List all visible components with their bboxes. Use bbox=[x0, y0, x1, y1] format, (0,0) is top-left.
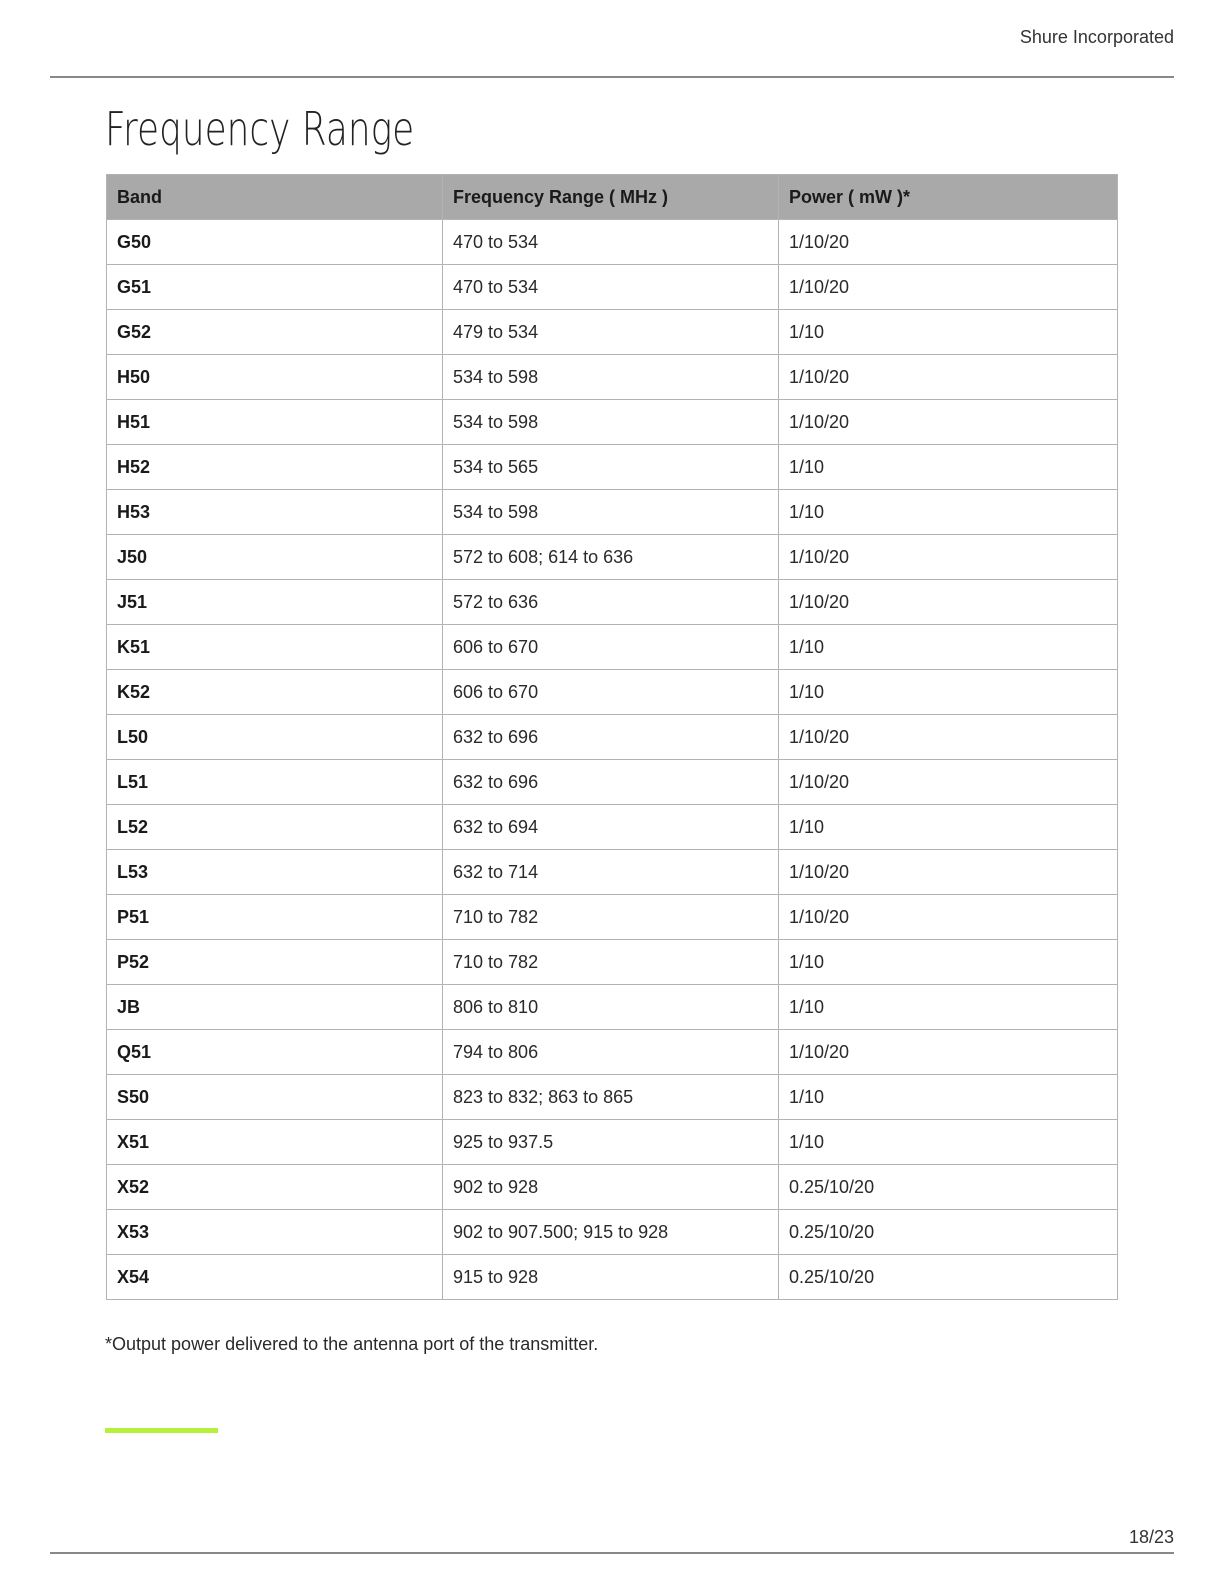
band-cell: K52 bbox=[107, 670, 443, 715]
frequency-cell: 606 to 670 bbox=[443, 625, 779, 670]
power-cell: 1/10 bbox=[779, 985, 1118, 1030]
accent-bar bbox=[105, 1428, 218, 1433]
power-cell: 1/10 bbox=[779, 805, 1118, 850]
table-row bbox=[107, 1120, 1118, 1165]
power-cell: 1/10 bbox=[779, 940, 1118, 985]
table-row bbox=[107, 490, 1118, 535]
band-cell: P51 bbox=[107, 895, 443, 940]
band-cell: G52 bbox=[107, 310, 443, 355]
band-cell: H51 bbox=[107, 400, 443, 445]
power-cell: 1/10 bbox=[779, 490, 1118, 535]
frequency-cell: 806 to 810 bbox=[443, 985, 779, 1030]
frequency-cell: 632 to 694 bbox=[443, 805, 779, 850]
frequency-cell: 534 to 565 bbox=[443, 445, 779, 490]
band-cell: G50 bbox=[107, 220, 443, 265]
company-name: Shure Incorporated bbox=[1019, 27, 1174, 47]
table-row bbox=[107, 310, 1118, 355]
band-cell: X52 bbox=[107, 1165, 443, 1210]
band-cell: X54 bbox=[107, 1255, 443, 1300]
band-cell: X51 bbox=[107, 1120, 443, 1165]
frequency-cell: 632 to 696 bbox=[443, 760, 779, 805]
footnote: *Output power delivered to the antenna port of the transmitter. bbox=[105, 1334, 599, 1354]
band-cell: L52 bbox=[107, 805, 443, 850]
table-row bbox=[107, 1075, 1118, 1120]
page-number: 18/23 bbox=[1128, 1527, 1174, 1547]
power-cell: 1/10/20 bbox=[779, 580, 1118, 625]
frequency-cell: 710 to 782 bbox=[443, 940, 779, 985]
table-row bbox=[107, 1030, 1118, 1075]
power-cell: 1/10/20 bbox=[779, 715, 1118, 760]
table-body bbox=[107, 220, 1118, 1300]
band-cell: S50 bbox=[107, 1075, 443, 1120]
band-cell: H53 bbox=[107, 490, 443, 535]
table-row bbox=[107, 1255, 1118, 1300]
power-cell: 1/10/20 bbox=[779, 535, 1118, 580]
band-cell: H52 bbox=[107, 445, 443, 490]
page-title: Frequency Range bbox=[105, 102, 415, 156]
band-cell: G51 bbox=[107, 265, 443, 310]
frequency-cell: 470 to 534 bbox=[443, 220, 779, 265]
power-cell: 1/10/20 bbox=[779, 220, 1118, 265]
table-row bbox=[107, 1210, 1118, 1255]
power-cell: 1/10 bbox=[779, 625, 1118, 670]
band-cell: Q51 bbox=[107, 1030, 443, 1075]
frequency-cell: 606 to 670 bbox=[443, 670, 779, 715]
power-cell: 1/10/20 bbox=[779, 400, 1118, 445]
frequency-cell: 632 to 696 bbox=[443, 715, 779, 760]
power-cell: 1/10 bbox=[779, 1120, 1118, 1165]
power-cell: 1/10 bbox=[779, 670, 1118, 715]
power-cell: 1/10/20 bbox=[779, 760, 1118, 805]
band-cell: L50 bbox=[107, 715, 443, 760]
power-cell: 1/10 bbox=[779, 1075, 1118, 1120]
power-cell: 1/10/20 bbox=[779, 895, 1118, 940]
frequency-cell: 925 to 937.5 bbox=[443, 1120, 779, 1165]
power-cell: 1/10/20 bbox=[779, 1030, 1118, 1075]
frequency-cell: 823 to 832; 863 to 865 bbox=[443, 1075, 779, 1120]
header-divider bbox=[50, 76, 1174, 78]
table-row bbox=[107, 985, 1118, 1030]
table-row bbox=[107, 220, 1118, 265]
footer-divider bbox=[50, 1552, 1174, 1554]
frequency-cell: 534 to 598 bbox=[443, 490, 779, 535]
table-row bbox=[107, 400, 1118, 445]
frequency-cell: 902 to 907.500; 915 to 928 bbox=[443, 1210, 779, 1255]
power-cell: 1/10/20 bbox=[779, 355, 1118, 400]
column-header-band: Band bbox=[107, 175, 443, 220]
table-row bbox=[107, 535, 1118, 580]
band-cell: X53 bbox=[107, 1210, 443, 1255]
band-cell: H50 bbox=[107, 355, 443, 400]
frequency-cell: 794 to 806 bbox=[443, 1030, 779, 1075]
frequency-cell: 710 to 782 bbox=[443, 895, 779, 940]
power-cell: 0.25/10/20 bbox=[779, 1210, 1118, 1255]
column-header-frequency: Frequency Range ( MHz ) bbox=[443, 175, 779, 220]
frequency-cell: 902 to 928 bbox=[443, 1165, 779, 1210]
table-row bbox=[107, 355, 1118, 400]
frequency-cell: 479 to 534 bbox=[443, 310, 779, 355]
band-cell: J50 bbox=[107, 535, 443, 580]
frequency-cell: 534 to 598 bbox=[443, 355, 779, 400]
band-cell: P52 bbox=[107, 940, 443, 985]
column-header-power: Power ( mW )* bbox=[779, 175, 1118, 220]
table-row bbox=[107, 670, 1118, 715]
table-row bbox=[107, 1165, 1118, 1210]
band-cell: L51 bbox=[107, 760, 443, 805]
power-cell: 1/10/20 bbox=[779, 850, 1118, 895]
band-cell: K51 bbox=[107, 625, 443, 670]
frequency-cell: 915 to 928 bbox=[443, 1255, 779, 1300]
table-row bbox=[107, 265, 1118, 310]
table-row bbox=[107, 580, 1118, 625]
band-cell: J51 bbox=[107, 580, 443, 625]
table-row bbox=[107, 445, 1118, 490]
table-header-row bbox=[107, 175, 1118, 220]
table-row bbox=[107, 850, 1118, 895]
band-cell: JB bbox=[107, 985, 443, 1030]
table-row bbox=[107, 805, 1118, 850]
power-cell: 1/10 bbox=[779, 445, 1118, 490]
table-row bbox=[107, 895, 1118, 940]
power-cell: 0.25/10/20 bbox=[779, 1255, 1118, 1300]
band-cell: L53 bbox=[107, 850, 443, 895]
table-row bbox=[107, 715, 1118, 760]
table-row bbox=[107, 625, 1118, 670]
frequency-cell: 470 to 534 bbox=[443, 265, 779, 310]
frequency-cell: 572 to 636 bbox=[443, 580, 779, 625]
power-cell: 1/10/20 bbox=[779, 265, 1118, 310]
frequency-range-table bbox=[106, 174, 1118, 1300]
table-row bbox=[107, 760, 1118, 805]
table-row bbox=[107, 940, 1118, 985]
power-cell: 0.25/10/20 bbox=[779, 1165, 1118, 1210]
frequency-cell: 572 to 608; 614 to 636 bbox=[443, 535, 779, 580]
power-cell: 1/10 bbox=[779, 310, 1118, 355]
frequency-cell: 534 to 598 bbox=[443, 400, 779, 445]
frequency-cell: 632 to 714 bbox=[443, 850, 779, 895]
